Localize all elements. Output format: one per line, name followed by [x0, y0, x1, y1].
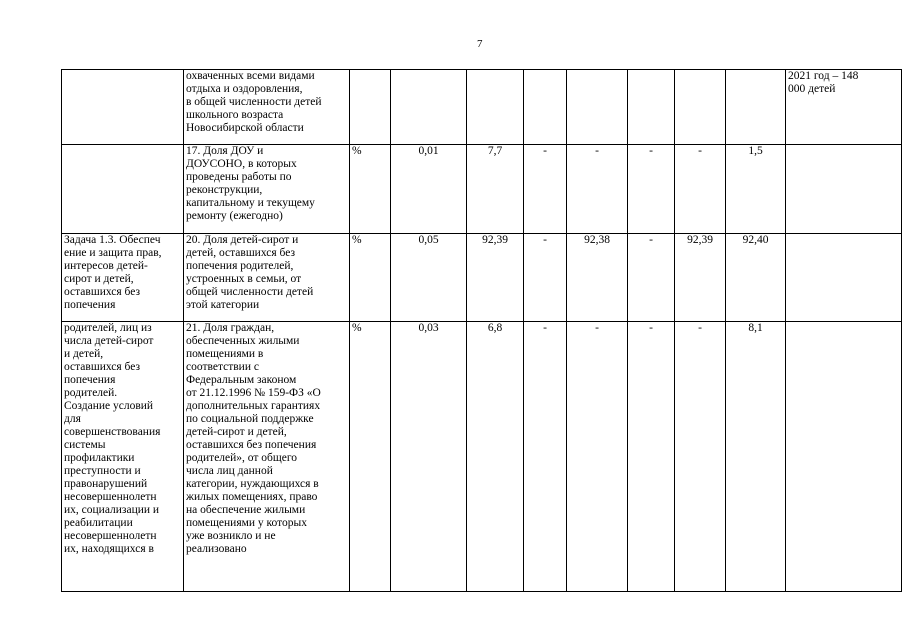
value-cell: 92,40	[726, 234, 786, 322]
indicator-cell-line: от 21.12.1996 № 159-ФЗ «О	[186, 387, 321, 399]
indicator-cell-line: соответствии с	[186, 361, 259, 373]
task-cell-line: правонарушений	[64, 478, 148, 490]
task-cell-line: для	[64, 413, 81, 425]
task-cell-line: Создание условий	[64, 400, 154, 412]
indicator-cell-line: на обеспечение жилыми	[186, 504, 306, 516]
indicator-cell-line: 20. Доля детей-сирот и	[186, 234, 299, 246]
value-cell	[726, 70, 786, 145]
weight-cell: 0,03	[391, 322, 467, 592]
task-cell-line: родителей.	[64, 387, 118, 399]
indicator-cell-line: ДОУСОНО, в которых	[186, 158, 297, 170]
value-cell: 7,7	[467, 145, 524, 234]
note-cell	[786, 145, 902, 234]
task-cell	[62, 70, 184, 145]
task-cell-line: несовершеннолетн	[64, 530, 157, 542]
task-cell-line: попечения	[64, 299, 116, 311]
task-cell-line: совершенствования	[64, 426, 161, 438]
task-cell	[62, 234, 184, 322]
indicator-cell-line: школьного возраста	[186, 109, 284, 121]
task-cell-line: их, социализации и	[64, 504, 160, 516]
value-cell	[524, 70, 567, 145]
value-cell: -	[675, 322, 726, 592]
indicator-cell-line: реконструкции,	[186, 184, 263, 196]
indicator-cell-line: Новосибирской области	[186, 122, 304, 134]
task-cell-line: преступности и	[64, 465, 141, 477]
indicator-cell-line: 17. Доля ДОУ и	[186, 145, 264, 157]
value-cell: -	[628, 145, 675, 234]
unit-cell: %	[350, 145, 391, 234]
indicator-cell-line: жилых помещениях, право	[186, 491, 318, 503]
indicator-cell-line: Федеральным законом	[186, 374, 297, 386]
indicator-cell-line: категории, нуждающихся в	[186, 478, 319, 490]
note-cell	[786, 322, 902, 592]
weight-cell: 0,01	[391, 145, 467, 234]
indicator-cell-line: помещениями у которых	[186, 517, 308, 529]
value-cell	[675, 70, 726, 145]
indicator-cell-line: обеспеченных жилыми	[186, 335, 300, 347]
unit-cell	[350, 70, 391, 145]
task-cell-line: и детей,	[64, 348, 104, 360]
indicator-cell-line: проведены работы по	[186, 171, 292, 183]
task-cell-line: реабилитации	[64, 517, 133, 529]
task-cell-line: их, находящихся в	[64, 543, 154, 555]
value-cell	[567, 70, 628, 145]
value-cell: 92,38	[567, 234, 628, 322]
indicator-cell-line: общей численности детей	[186, 286, 314, 298]
value-cell: -	[524, 145, 567, 234]
task-cell-line: ение и защита прав,	[64, 247, 162, 259]
task-cell	[62, 145, 184, 234]
note-cell-line: 000 детей	[788, 83, 836, 95]
indicator-cell-line: помещениями в	[186, 348, 264, 360]
indicators-table	[61, 69, 902, 592]
value-cell: 6,8	[467, 322, 524, 592]
indicator-cell-line: отдыха и оздоровления,	[186, 83, 303, 95]
value-cell: -	[567, 145, 628, 234]
task-cell-line: Задача 1.3. Обеспеч	[64, 234, 161, 246]
indicator-cell-line: числа лиц данной	[186, 465, 273, 477]
value-cell: -	[567, 322, 628, 592]
weight-cell: 0,05	[391, 234, 467, 322]
table-row	[62, 145, 902, 234]
task-cell-line: родителей, лиц из	[64, 322, 152, 334]
value-cell: 92,39	[675, 234, 726, 322]
value-cell	[467, 70, 524, 145]
task-cell-line: профилактики	[64, 452, 135, 464]
indicator-cell-line: охваченных всеми видами	[186, 70, 315, 82]
task-cell-line: попечения	[64, 374, 116, 386]
indicator-cell-line: детей-сирот и детей,	[186, 426, 287, 438]
indicator-cell	[184, 70, 350, 145]
indicator-cell	[184, 322, 350, 592]
indicator-cell-line: этой категории	[186, 299, 260, 311]
page-number: 7	[477, 38, 483, 50]
task-cell-line: оставшихся без	[64, 361, 141, 373]
indicator-cell-line: дополнительных гарантиях	[186, 400, 321, 412]
unit-cell: %	[350, 234, 391, 322]
note-cell	[786, 234, 902, 322]
task-cell-line: сирот и детей,	[64, 273, 134, 285]
unit-cell: %	[350, 322, 391, 592]
indicator-cell-line: в общей численности детей	[186, 96, 322, 108]
indicator-cell-line: реализовано	[186, 543, 247, 555]
table-row	[62, 234, 902, 322]
table-row	[62, 70, 902, 145]
value-cell: -	[675, 145, 726, 234]
indicator-cell	[184, 234, 350, 322]
indicator-cell-line: 21. Доля граждан,	[186, 322, 275, 334]
indicator-cell-line: по социальной поддержке	[186, 413, 314, 425]
note-cell-line: 2021 год – 148	[788, 70, 859, 82]
task-cell	[62, 322, 184, 592]
value-cell: 1,5	[726, 145, 786, 234]
indicator-cell-line: оставшихся без попечения	[186, 439, 317, 451]
value-cell: 8,1	[726, 322, 786, 592]
task-cell-line: системы	[64, 439, 106, 451]
weight-cell	[391, 70, 467, 145]
indicator-cell-line: попечения родителей,	[186, 260, 294, 272]
table-row	[62, 322, 902, 592]
indicator-cell-line: родителей», от общего	[186, 452, 298, 464]
task-cell-line: оставшихся без	[64, 286, 141, 298]
value-cell	[628, 70, 675, 145]
indicator-cell-line: уже возникло и не	[186, 530, 276, 542]
task-cell-line: интересов детей-	[64, 260, 148, 272]
task-cell-line: несовершеннолетн	[64, 491, 157, 503]
value-cell: -	[524, 322, 567, 592]
indicator-cell-line: устроенных в семьи, от	[186, 273, 302, 285]
value-cell: -	[628, 234, 675, 322]
value-cell: -	[524, 234, 567, 322]
note-cell	[786, 70, 902, 145]
value-cell: -	[628, 322, 675, 592]
indicator-cell-line: детей, оставшихся без	[186, 247, 296, 259]
indicator-cell-line: ремонту (ежегодно)	[186, 210, 283, 222]
value-cell: 92,39	[467, 234, 524, 322]
indicator-cell-line: капитальному и текущему	[186, 197, 315, 209]
indicator-cell	[184, 145, 350, 234]
task-cell-line: числа детей-сирот	[64, 335, 154, 347]
